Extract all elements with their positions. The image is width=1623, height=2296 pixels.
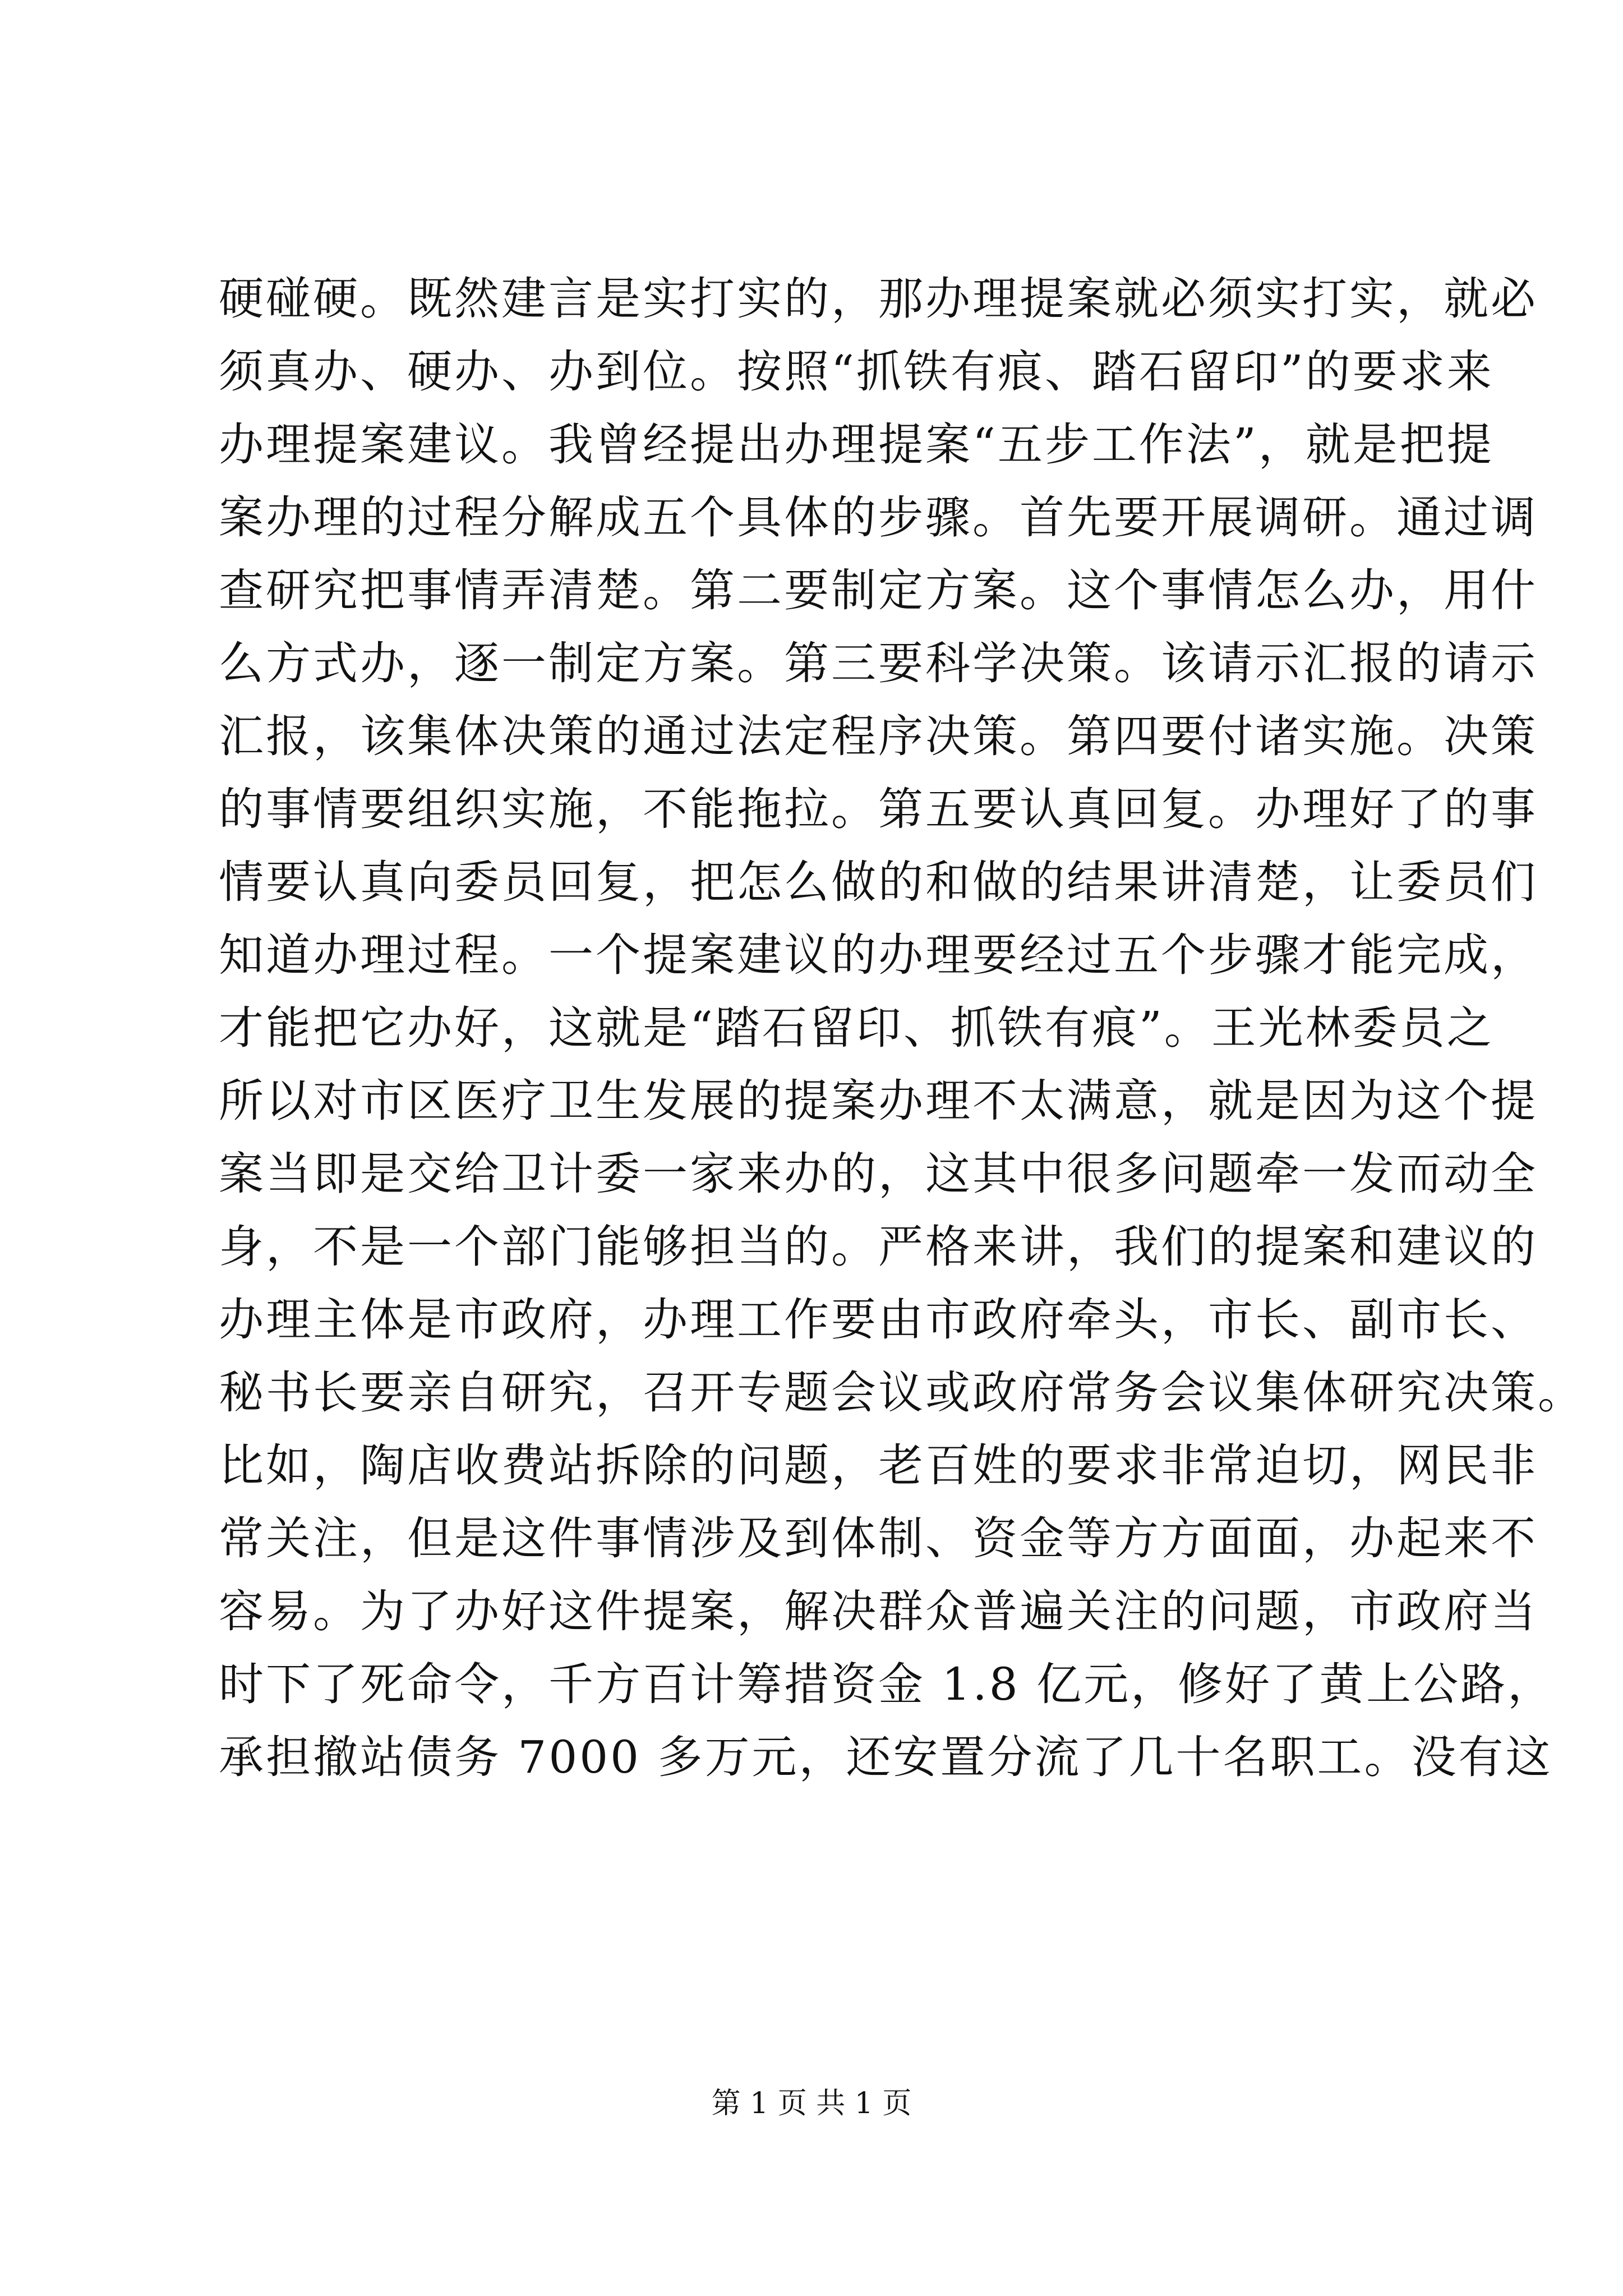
text-line: 知道办理过程。一个提案建议的办理要经过五个步骤才能完成， [219,929,1538,981]
text-line: 么方式办，逐一制定方案。第三要科学决策。该请示汇报的请示 [219,637,1538,689]
text-line: 情要认真向委员回复，把怎么做的和做的结果讲清楚，让委员们 [219,856,1538,908]
text-line: 须真办、硬办、办到位。按照“抓铁有痕、踏石留印”的要求来 [219,346,1494,398]
text-line: 汇报，该集体决策的通过法定程序决策。第四要付诸实施。决策 [219,710,1538,762]
text-line: 案办理的过程分解成五个具体的步骤。首先要开展调研。通过调 [219,491,1538,544]
text-line: 办理提案建议。我曾经提出办理提案“五步工作法”，就是把提 [219,418,1494,471]
text-line: 身，不是一个部门能够担当的。严格来讲，我们的提案和建议的 [219,1221,1538,1273]
text-line: 硬碰硬。既然建言是实打实的，那办理提案就必须实打实，就必 [219,273,1538,325]
text-line: 常关注，但是这件事情涉及到体制、资金等方方面面，办起来不 [219,1512,1538,1565]
page-footer: 第 1 页 共 1 页 [711,2087,912,2120]
text-line: 才能把它办好，这就是“踏石留印、抓铁有痕”。王光林委员之 [219,1002,1494,1054]
text-line: 容易。为了办好这件提案，解决群众普遍关注的问题，市政府当 [219,1585,1538,1637]
text-line: 查研究把事情弄清楚。第二要制定方案。这个事情怎么办，用什 [219,564,1538,616]
text-line: 秘书长要亲自研究，召开专题会议或政府常务会议集体研究决策。 [219,1366,1585,1419]
text-line: 案当即是交给卫计委一家来办的，这其中很多问题牵一发而动全 [219,1148,1538,1200]
text-line: 承担撤站债务 7000 多万元，还安置分流了几十名职工。没有这 [219,1731,1553,1783]
body-text [219,263,1585,1794]
text-line: 时下了死命令，千方百计筹措资金 1.8 亿元，修好了黄上公路， [219,1658,1555,1710]
text-line: 办理主体是市政府，办理工作要由市政府牵头，市长、副市长、 [219,1294,1538,1346]
text-line: 的事情要组织实施，不能拖拉。第五要认真回复。办理好了的事 [219,783,1538,835]
text-line: 比如，陶店收费站拆除的问题，老百姓的要求非常迫切，网民非 [219,1439,1538,1492]
text-line: 所以对市区医疗卫生发展的提案办理不太满意，就是因为这个提 [219,1075,1538,1127]
